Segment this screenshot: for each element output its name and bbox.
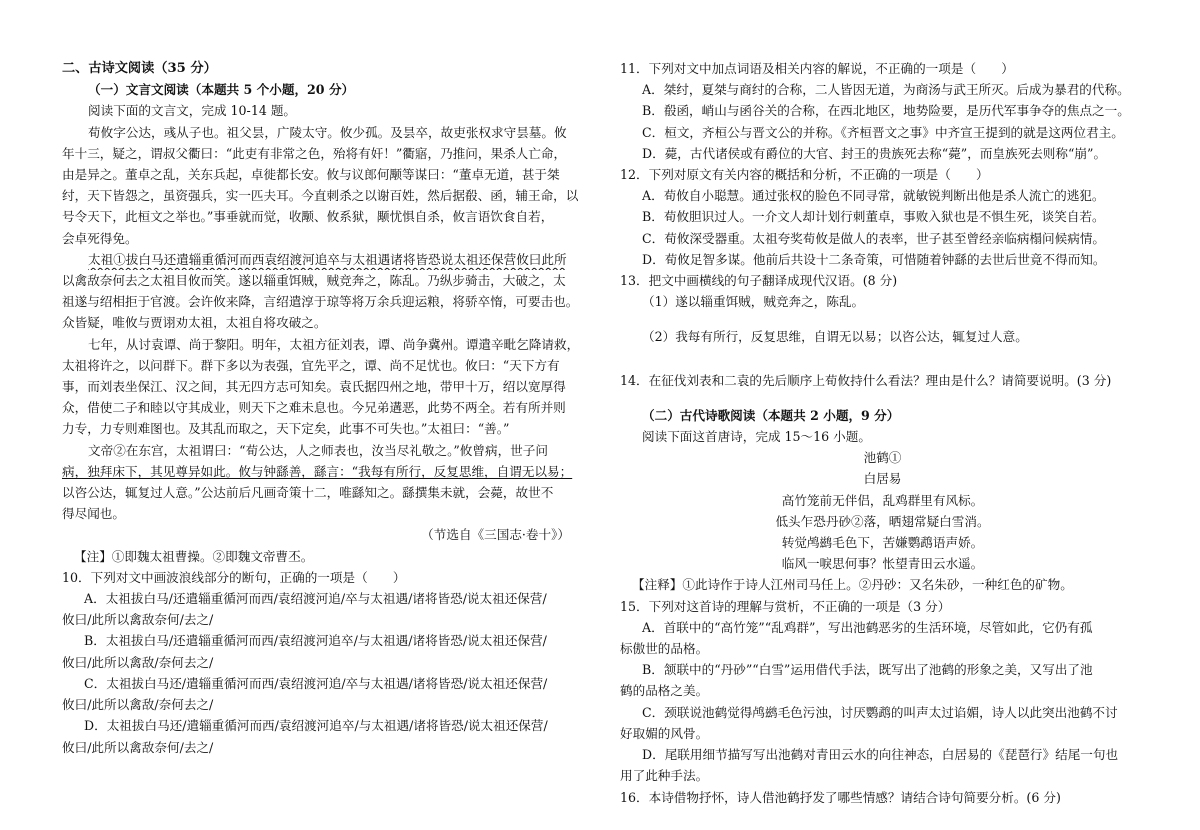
q15-option-c-cont: 好取媚的风骨。 xyxy=(620,725,709,741)
q13-part-2: （2）我每有所行，反复思维，自谓无以易；以咨公达，辄复过人意。 xyxy=(642,329,1028,345)
section-2-title: （二）古代诗歌阅读（本题共 2 小题，9 分） xyxy=(642,407,900,423)
q12-option-b: B．荀攸胆识过人。一介文人却计划行刺董卓，事败入狱也是不惧生死，谈笑自若。 xyxy=(642,209,1105,225)
question-16: 16．本诗借物抒怀，诗人借池鹤抒发了哪些情感？请结合诗句简要分析。(6 分) xyxy=(620,789,1061,805)
passage-line: 荀攸字公达，彧从子也。祖父昙，广陵太守。攸少孤。及昙卒，故吏张权求守昙墓。攸 xyxy=(88,124,567,140)
passage-line: 以咨公达，辄复过人意。”公达前后凡画奇策十二，唯繇知之。繇撰集未就，会薨，故世不 xyxy=(62,485,554,501)
q12-option-d: D．荀攸足智多谋。他前后共设十二条奇策，可惜随着钟繇的去世后世竟不得而知。 xyxy=(642,251,1106,267)
q15-option-d-cont: 用了此种手法。 xyxy=(620,768,709,784)
passage-line: 会卓死得免。 xyxy=(62,230,138,246)
poem-line: 转觉鸬鹚毛色下，苦嫌鹦鹉语声娇。 xyxy=(781,535,984,551)
passage-paragraph-4 xyxy=(62,440,582,525)
question-14: 14．在征伐刘表和二袁的先后顺序上荀攸持什么看法？理由是什么？请简要说明。(3 分) xyxy=(620,372,1112,388)
passage-line: 年十三，疑之，谓叔父衢曰：“此吏有非常之色，殆将有奸！”衢寤，乃推问，果杀人亡命， xyxy=(62,145,567,161)
q15-option-c: C．颈联说池鹤觉得鸬鹚毛色污浊，讨厌鹦鹉的叫声太过谄媚，诗人以此突出池鹤不讨 xyxy=(642,704,1118,720)
passage-line-mixed xyxy=(62,270,582,291)
question-13: 13．把文中画横线的句子翻译成现代汉语。(8 分) xyxy=(620,273,898,289)
passage-line-wavy xyxy=(62,249,582,270)
poem-line: 高竹笼前无伴侣，乱鸡群里有风标。 xyxy=(781,492,984,508)
q10-option-a-cont: 攸曰/此所以禽敌奈何/去之/ xyxy=(62,612,214,628)
q15-option-b: B．颔联中的“丹砂”“白雪”运用借代手法，既写出了池鹤的形象之美，又写出了池 xyxy=(642,662,1093,678)
q10-option-b-cont: 攸曰/此所以禽敌/奈何去之/ xyxy=(62,654,214,670)
passage-line: 纣，天下皆怨之，虽资强兵，实一匹夫耳。今直刺杀之以谢百姓，然后据殽、函，辅王命，以 xyxy=(62,188,579,204)
q15-option-a: A．首联中的“高竹笼”“乱鸡群”，写出池鹤恶劣的生活环境，尽管如此，它仍有孤 xyxy=(642,619,1093,635)
q10-option-c-cont: 攸曰/此所以禽敌/奈何去之/ xyxy=(62,697,214,713)
question-12: 12．下列对原文有关内容的概括和分析，不正确的一项是（ ） xyxy=(620,167,989,183)
q10-options xyxy=(62,588,582,758)
passage-paragraph-3 xyxy=(62,334,582,440)
q11-option-a: A．桀纣，夏桀与商纣的合称，二人皆因无道，为商汤与武王所灭。后成为暴君的代称。 xyxy=(642,82,1130,98)
section-title: 二、古诗文阅读（35 分） xyxy=(62,61,217,76)
subsection-title: （一）文言文阅读（本题共 5 个小题，20 分） xyxy=(88,82,355,98)
wavy-underlined-text: 太祖①拔白马还遣辎重循河而西袁绍渡河追卒与太祖遇诸将皆恐说太祖还保营攸曰此所 xyxy=(88,251,567,267)
q12-option-c: C．荀攸深受器重。太祖夸奖荀攸是做人的表率，世子甚至曾经亲临病榻问候病情。 xyxy=(642,230,1106,246)
q10-option-b: B．太祖拔白马/还遣辎重循河而西/袁绍渡河追卒/与太祖遇/诸将皆恐/说太祖还保营/ xyxy=(84,633,547,649)
poem xyxy=(620,447,1145,574)
q10-option-d: D．太祖拔白马还/遣辎重循河而西/袁绍渡河追卒/与太祖遇/诸将皆恐/说太祖还保营/ xyxy=(84,718,548,734)
q10-option-d-cont: 攸曰/此所以禽敌奈何/去之/ xyxy=(62,739,214,755)
source-citation: （节选自《三国志·卷十》） xyxy=(421,527,570,543)
q15-option-d: D．尾联用细节描写写出池鹤对青田云水的向往神态，白居易的《琵琶行》结尾一句也 xyxy=(642,747,1119,763)
q13-part-1: （1）遂以辎重饵贼，贼竞奔之，陈乱。 xyxy=(642,294,865,310)
question-15: 15．下列对这首诗的理解与赏析，不正确的一项是（3 分） xyxy=(620,598,951,614)
q10-option-c: C．太祖拔白马还/遣辎重循河而西/袁绍渡河追/卒与太祖遇/诸将皆恐/说太祖还保营/ xyxy=(84,675,548,691)
right-column xyxy=(620,58,1145,808)
q15-option-a-cont: 标傲世的品格。 xyxy=(620,641,709,657)
passage-line: 由是异之。董卓之乱，关东兵起，卓徙都长安。攸与议郎何颙等谋曰：“董卓无道，甚于桀 xyxy=(62,167,560,183)
poem-note: 【注释】①此诗作于诗人江州司马任上。②丹砂：又名朱砂，一种红色的矿物。 xyxy=(632,577,1073,593)
passage-line: 力专，力专则难图也。及其乱而取之，天下定矣，此事不可失也。”太祖曰：“善。” xyxy=(62,421,510,437)
q10-option-a: A．太祖拔白马/还遣辎重循河而西/袁绍渡河追/卒与太祖遇/诸将皆恐/说太祖还保营/ xyxy=(84,591,547,607)
passage-line: 以禽敌奈何去之太祖目攸而笑。遂以辎重饵贼，贼竞奔之，陈乱。乃纵步骑击，大破之，太 xyxy=(62,273,566,289)
passage-line: 号令天下，此桓文之举也。”事垂就而觉，收颙、攸系狱，颙忧惧自杀，攸言语饮食自若， xyxy=(62,209,554,225)
poem-line: 临风一唳思何事？怅望青田云水遥。 xyxy=(781,556,984,572)
section-2-instruction: 阅读下面这首唐诗，完成 15～16 小题。 xyxy=(642,429,871,445)
passage-line-underlined: 病，独拜床下，其见尊异如此。攸与钟繇善，繇言：“我每有所行，反复思维，自谓无以易； xyxy=(62,463,573,479)
passage-paragraph-2 xyxy=(62,249,582,334)
q12-option-a: A．荀攸自小聪慧。通过张权的脸色不同寻常，就敏锐判断出他是杀人流亡的逃犯。 xyxy=(642,188,1105,204)
passage-line: 太祖将许之，以问群下。群下多以为表强，宜先平之，谭、尚不足忧也。攸曰：“天下方有 xyxy=(62,357,560,373)
q11-option-b: B．殽函，峭山与函谷关的合称，在西北地区，地势险要，是历代军事争夺的焦点之一。 xyxy=(642,103,1130,119)
passage-line: 文帝②在东宫，太祖谓曰：“荀公达，人之师表也，汝当尽礼敬之。”攸曾病，世子问 xyxy=(88,442,548,458)
q11-option-d: D．薨，古代诸侯或有爵位的大官、封王的贵族死去称“薨”，而皇族死去则称“崩”。 xyxy=(642,145,1107,161)
question-11: 11．下列对文中加点词语及相关内容的解说，不正确的一项是（ ） xyxy=(620,61,1014,76)
passage-line: 祖遂与绍相拒于官渡。会许攸来降，言绍遣淳于琼等将万余兵迎运粮，将骄卒惰，可要击也。 xyxy=(62,294,579,310)
left-column xyxy=(62,58,582,758)
poem-title: 池鹤① xyxy=(863,450,902,466)
passage-line: 众，借使二子和睦以守其成业，则天下之难未息也。今兄弟遘恶，此势不两全。若有所并则 xyxy=(62,400,566,416)
passage-line: 众皆疑，唯攸与贾诩劝太祖，太祖自将攻破之。 xyxy=(62,315,327,331)
poem-line: 低头乍恐丹砂②落，晒翅常疑白雪消。 xyxy=(775,513,990,529)
passage-line: 得尽闻也。 xyxy=(62,506,125,522)
question-10: 10．下列对文中画波浪线部分的断句，正确的一项是（ ） xyxy=(62,569,406,585)
passage-line: 事，而刘表坐保江、汉之间，其无四方志可知矣。袁氏据四州之地，带甲十万，绍以宽厚得 xyxy=(62,379,566,395)
q15-option-b-cont: 鹤的品格之美。 xyxy=(620,683,709,699)
footnote: 【注】①即魏太祖曹操。②即魏文帝曹丕。 xyxy=(74,548,314,564)
q11-option-c: C．桓文，齐桓公与晋文公的并称。《齐桓晋文之事》中齐宣王提到的就是这两位君主。 xyxy=(642,124,1124,140)
poem-author: 白居易 xyxy=(863,471,902,487)
passage-line: 七年，从讨袁谭、尚于黎阳。明年，太祖方征刘表，谭、尚争冀州。谭遣辛毗乞降请救， xyxy=(88,336,580,352)
instruction: 阅读下面的文言文，完成 10-14 题。 xyxy=(88,103,297,119)
passage-paragraph-1 xyxy=(62,122,582,249)
